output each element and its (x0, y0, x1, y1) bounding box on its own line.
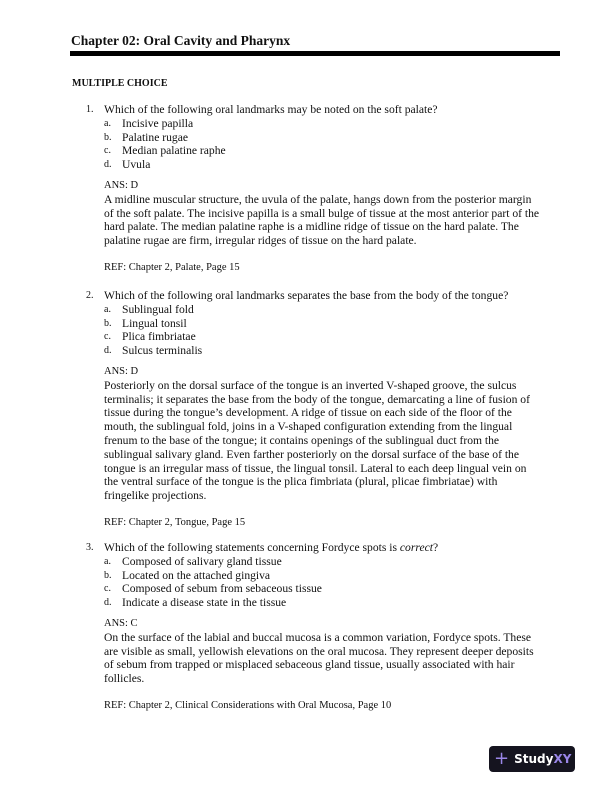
explanation-line: terminalis; it separates the base from the body of the tongue, demarcating a line of fusion of (104, 392, 530, 406)
reference: REF: Chapter 2, Palate, Page 15 (104, 261, 240, 273)
question-text (104, 103, 438, 117)
question (86, 103, 566, 275)
answer-option (104, 555, 566, 569)
question-number: 3. (86, 542, 94, 553)
answer-option (104, 131, 566, 145)
title-rule (70, 51, 560, 56)
option-letter: b. (104, 131, 112, 143)
option-text: Composed of salivary gland tissue (122, 554, 282, 568)
answer-option (104, 303, 566, 317)
answer-block (104, 179, 566, 248)
explanation-line: frenum to the base of the tongue; it contains openings of the sublingual duct from the (104, 433, 500, 447)
option-letter: c. (104, 145, 111, 157)
reference: REF: Chapter 2, Clinical Considerations with Oral Mucosa, Page 10 (104, 699, 392, 711)
explanation-line: mouth, the sublingual fold, joins in a V-shaped configuration extending from the lingual (104, 420, 513, 434)
question (86, 541, 566, 713)
answer-key: ANS: C (104, 617, 138, 629)
answer-option (104, 344, 566, 358)
option-letter: b. (104, 317, 112, 329)
explanation-line: tissue during the tongue’s development. A ridge of tissue on each side of the floor of the (104, 406, 512, 420)
question-text (104, 289, 508, 303)
explanation-line: of the soft palate. The incisive papilla is a small bulge of tissue at the most anterior part of the (104, 206, 540, 220)
option-text: Lingual tonsil (122, 316, 187, 330)
plus-icon: + (494, 748, 510, 769)
brand-name: Study (514, 752, 554, 766)
explanation-line: Posteriorly on the dorsal surface of the tongue is an inverted V-shaped groove, the sulcus (104, 378, 517, 392)
option-letter: c. (104, 583, 111, 595)
option-text: Incisive papilla (122, 116, 194, 130)
option-letter: a. (104, 555, 111, 567)
answer-option (104, 330, 566, 344)
question-number: 2. (86, 290, 94, 301)
answer-key: ANS: D (104, 365, 139, 377)
answer-option (104, 117, 566, 131)
answer-block (104, 617, 566, 686)
explanation-line: follicles. (104, 672, 145, 686)
reference: REF: Chapter 2, Tongue, Page 15 (104, 516, 246, 528)
option-letter: a. (104, 117, 111, 129)
explanation-line: A midline muscular structure, the uvula of the palate, hangs down from the posterior margin (104, 192, 532, 206)
option-text: Sulcus terminalis (122, 344, 203, 358)
option-text: Sublingual fold (122, 302, 194, 316)
question-stem: Which of the following statements concerning Fordyce spots is (104, 541, 400, 554)
explanation-line: hard palate. The median palatine raphe is a midline ridge of tissue on the hard palate. The (104, 220, 519, 234)
explanation-line: fringelike projections. (104, 489, 207, 503)
question-stem: Which of the following oral landmarks may be noted on the soft palate? (104, 103, 438, 116)
option-text: Median palatine raphe (122, 144, 226, 158)
explanation-line: On the surface of the labial and buccal mucosa is a common variation, Fordyce spots. These (104, 630, 532, 644)
option-text: Indicate a disease state in the tissue (122, 596, 287, 610)
answer-option (104, 144, 566, 158)
option-text: Plica fimbriatae (122, 330, 196, 344)
explanation-line: tongue is an irregular mass of tissue, the lingual tonsil. Lateral to each deep lingual vein on (104, 461, 527, 475)
question-stem: Which of the following oral landmarks separates the base from the body of the tongue? (104, 289, 509, 302)
option-text: Palatine rugae (122, 130, 188, 144)
answer-option (104, 596, 566, 610)
answer-option (104, 569, 566, 583)
option-letter: d. (104, 159, 112, 171)
question-text (104, 541, 438, 555)
option-letter: b. (104, 569, 112, 581)
question-number: 1. (86, 104, 94, 115)
studyxy-badge[interactable] (489, 746, 575, 772)
answer-option (104, 158, 566, 172)
option-letter: a. (104, 303, 111, 315)
explanation-line: are visible as small, yellowish elevations on the oral mucosa. They represent deeper deposits (104, 644, 534, 658)
option-text: Composed of sebum from sebaceous tissue (122, 582, 322, 596)
question-tail: ? (432, 541, 439, 554)
explanation-line: the ventral surface of the tongue is the plica fimbriata (plural, plicae fimbriatae) with (104, 475, 498, 489)
brand-accent: XY (553, 752, 572, 766)
answer-block (104, 365, 566, 503)
section-heading: MULTIPLE CHOICE (72, 78, 168, 89)
explanation-line: sublingual salivary gland. Even farther posteriorly on the dorsal surface of the base of the (104, 447, 519, 461)
chapter-title: Chapter 02: Oral Cavity and Pharynx (71, 33, 291, 48)
option-text: Uvula (122, 158, 151, 172)
option-letter: d. (104, 597, 112, 609)
explanation-line: palatine rugae are firm, irregular ridges of tissue on the hard palate. (104, 234, 417, 248)
explanation-line: of sebum from trapped or misplaced sebaceous gland tissue, usually associated with hair (104, 658, 515, 672)
answer-option (104, 582, 566, 596)
question (86, 289, 566, 530)
question-emphasis: correct (399, 541, 433, 554)
answer-option (104, 317, 566, 331)
option-letter: d. (104, 345, 112, 357)
answer-key: ANS: D (104, 179, 139, 191)
option-text: Located on the attached gingiva (122, 568, 271, 582)
option-letter: c. (104, 331, 111, 343)
